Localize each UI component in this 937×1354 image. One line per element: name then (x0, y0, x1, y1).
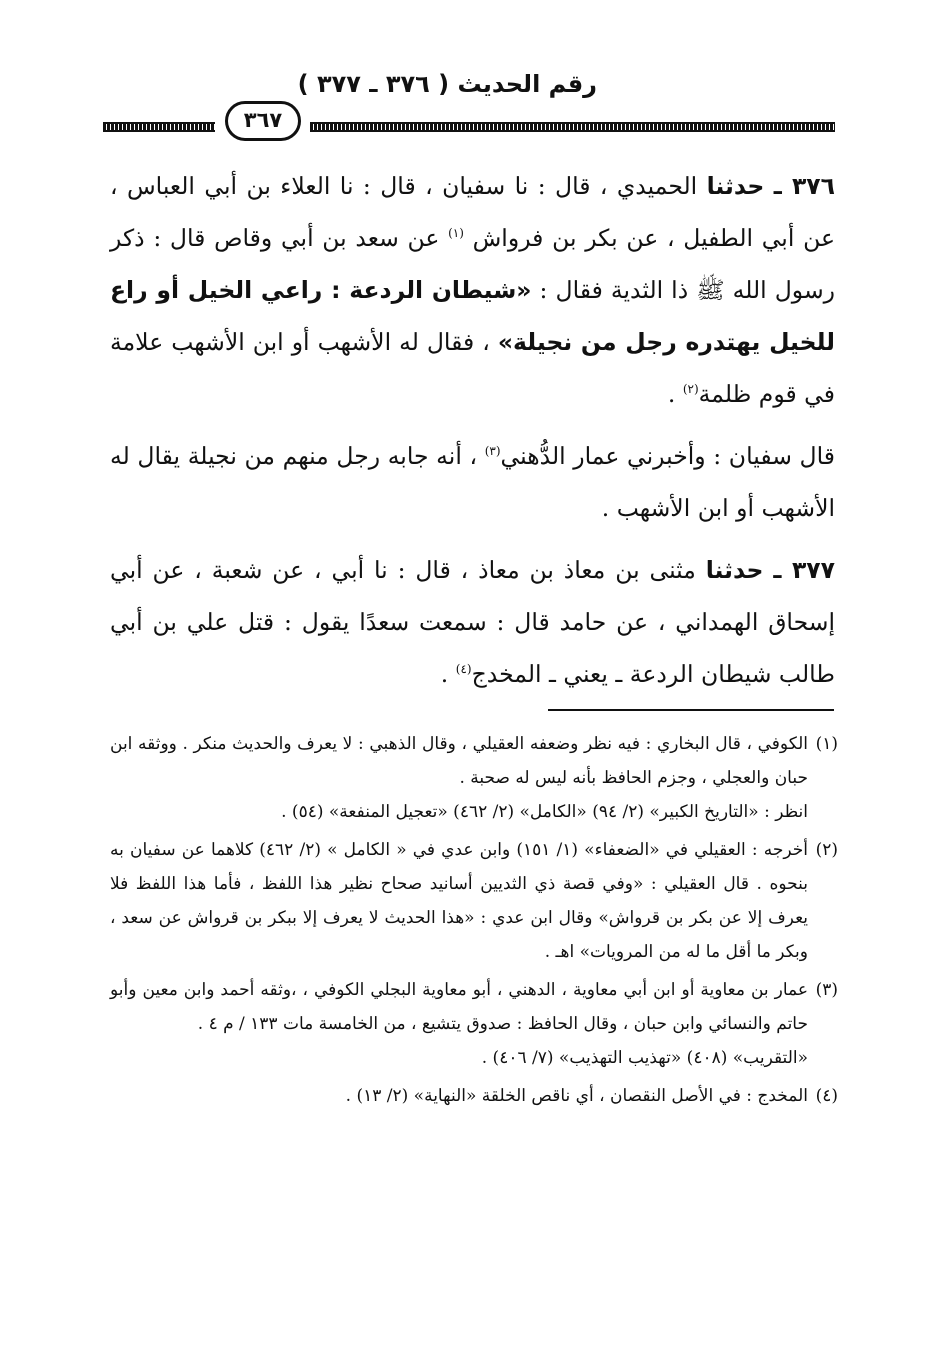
hadith-quote: «شيطان الردعة : راعي الخيل أو راع للخيل يهتدره رجل من نجيلة» (110, 276, 835, 356)
hadith-text: مثنى بن معاذ بن معاذ ، قال : نا أبي ، عن شعبة ، عن أبي إسحاق الهمداني ، عن حامد قال : سمعت سعدًا يقول : قتل علي بن أبي طالب شيطان الردعة ـ يعني ـ المخدج (110, 556, 835, 688)
footnote-number: (٣) (815, 980, 838, 1000)
header-rule-right (310, 122, 835, 132)
header-rule-left (103, 122, 215, 132)
hadith-number: ٣٧٧ ـ (773, 556, 835, 584)
hadith-lead: حدثنا (705, 556, 764, 584)
footnote-text: المخدج : في الأصل النقصان ، أي ناقص الخلقة «النهاية» (٢/ ١٣) . (345, 1086, 808, 1106)
footnotes (110, 727, 838, 1117)
note-text: ، أنه جابه رجل منهم من نجيلة يقال له الأشهب أو ابن الأشهب . (110, 442, 835, 522)
footnote-ref: (٣) (484, 444, 501, 459)
hadith-number: ٣٧٦ ـ (773, 172, 835, 200)
footnote-ref: (١) (448, 226, 464, 241)
hadith-text: عن سعد بن أبي وقاص قال : ذكر رسول الله ﷺ ذا الثدية فقال : (110, 224, 835, 304)
hadith-377 (110, 544, 835, 700)
footnote-divider (548, 709, 834, 711)
page-header-title: رقم الحديث ( ٣٧٦ ـ ٣٧٧ ) (297, 70, 597, 98)
footnote-text: الكوفي ، قال البخاري : فيه نظر وضعفه العقيلي ، وقال الذهبي : لا يعرف والحديث منكر . ووثقه ابن حبان والعجلي ، وجزم الحافظ بأنه ليس له صحبة . (110, 734, 808, 788)
footnote-text: عمار بن معاوية أو ابن أبي معاوية ، الدهني ، أبو معاوية البجلي الكوفي ، ،وثقه أحمد وابن معين وأبو حاتم والنسائي وابن حبان ، وقال الحافظ : صدوق يتشيع ، من الخامسة مات ١٣٣ / م ٤ . (110, 980, 808, 1034)
hadith-end: . (667, 380, 676, 408)
footnote-text: «التقريب» (٤٠٨) «تهذيب التهذيب» (٧/ ٤٠٦) . (481, 1048, 808, 1068)
footnote-1 (110, 727, 838, 829)
hadith-end: . (440, 660, 449, 688)
footnote-number: (٤) (815, 1086, 838, 1106)
footnote-number: (١) (815, 734, 838, 754)
hadith-text: ، فقال له الأشهب أو ابن الأشهب علامة في قوم ظلمة (110, 328, 835, 408)
main-text (110, 160, 835, 710)
footnote-2 (110, 833, 838, 969)
footnote-text: أخرجه : العقيلي في «الضعفاء» (١/ ١٥١) وابن عدي في « الكامل » (٢/ ٤٦٢) كلاهما عن سفيان به بنحوه . قال العقيلي : «وفي قصة ذي الثديين أسانيد صحاح نظير هذا اللفظ ، فأما هذا اللفظ فلا يعرف إلا عن بكر بن قرواش» وقال ابن عدي : «هذا الحديث لا يعرف إلا ببكر بن قرواش عن سعد ، وبكر ما أقل ما له من المرويات» اهـ . (110, 840, 808, 962)
hadith-text: الحميدي ، قال : نا سفيان ، قال : نا العلاء بن أبي العباس ، عن أبي الطفيل ، عن بكر بن فرواش (110, 172, 835, 252)
footnote-ref: (٢) (682, 382, 699, 397)
sufyan-note (110, 430, 835, 534)
page-number-badge: ٣٦٧ (225, 101, 301, 141)
footnote-text: انظر : «التاريخ الكبير» (٢/ ٩٤) «الكامل» (٢/ ٤٦٢) «تعجيل المنفعة» (٥٤) . (281, 802, 808, 822)
footnote-number: (٢) (815, 840, 838, 860)
footnote-ref: (٤) (455, 662, 472, 677)
hadith-lead: حدثنا (706, 172, 765, 200)
footnote-4 (110, 1079, 838, 1113)
footnote-3 (110, 973, 838, 1075)
note-text: قال سفيان : وأخبرني عمار الدُّهني (500, 442, 835, 470)
hadith-376 (110, 160, 835, 420)
